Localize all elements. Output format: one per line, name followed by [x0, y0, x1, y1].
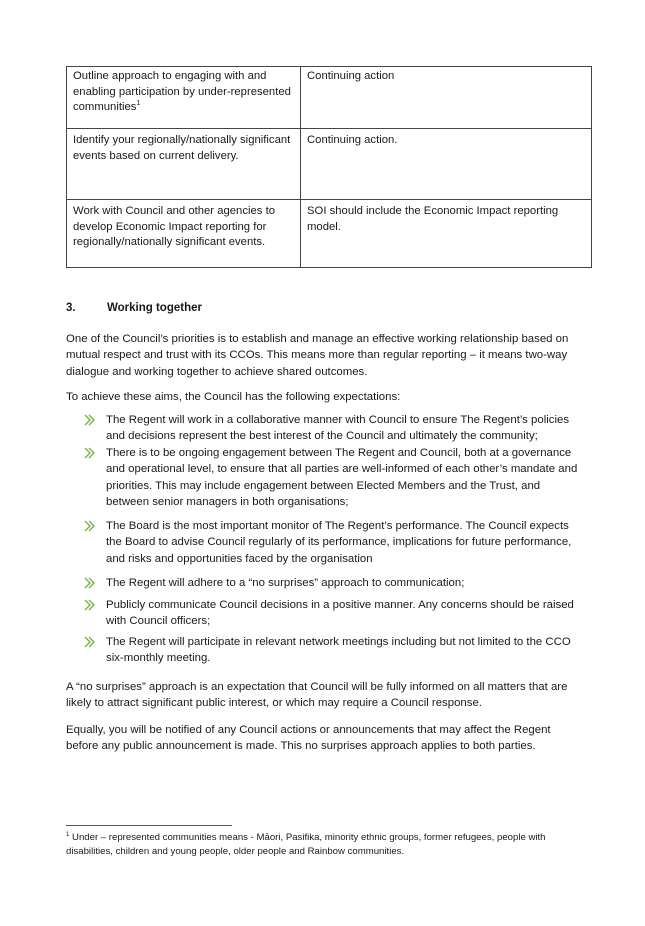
list-item	[84, 412, 586, 445]
footnote	[66, 831, 586, 859]
table-cell-action: Identify your regionally/nationally significant events based on current delivery.	[67, 129, 301, 200]
double-chevron-right-icon	[84, 520, 96, 532]
list-item-text: The Regent will work in a collaborative manner with Council to ensure The Regent’s policies and decisions represent the best interest of the Council and ultimately the community;	[106, 414, 570, 443]
no-surprises-paragraph: A “no surprises” approach is an expectation that Council will be fully informed on all matters that are likely to attract significant public interest, or which may require a Council response.	[66, 681, 568, 710]
table-cell-action: Work with Council and other agencies to develop Economic Impact reporting for regionally/nationally significant events.	[67, 200, 301, 268]
list-item	[84, 597, 586, 630]
list-item-text: The Board is the most important monitor of The Regent’s performance. The Council expects the Board to advise Council regularly of its performance, implications for future performance, and risks and opportunities faced by the organisation	[106, 520, 572, 565]
double-chevron-right-icon	[84, 599, 96, 611]
section-title: Working together	[107, 302, 202, 314]
footnote-divider	[66, 825, 232, 826]
table-cell-action	[67, 67, 301, 129]
list-item-text: Publicly communicate Council decisions in a positive manner. Any concerns should be raised with Council officers;	[106, 599, 574, 628]
section-number: 3.	[66, 302, 76, 314]
footnote-text: Under – represented communities means - Māori, Pasifika, minority ethnic groups, former refugees, people with disabilities, children and young people, older people and Rainbow communities.	[66, 832, 546, 857]
double-chevron-right-icon	[84, 447, 96, 459]
intro-paragraph: One of the Council’s priorities is to establish and manage an effective working relationship based on mutual respect and trust with its CCOs. This means more than regular reporting – it means two-way dialogue and working together to achieve shared outcomes.	[66, 333, 569, 378]
table-cell-response: Continuing action.	[301, 129, 592, 200]
table-row	[67, 67, 592, 129]
double-chevron-right-icon	[84, 577, 96, 589]
table-cell-response: SOI should include the Economic Impact reporting model.	[301, 200, 592, 268]
section-heading	[66, 302, 202, 314]
list-item-text: There is to be ongoing engagement between The Regent and Council, both at a governance and operational level, to ensure that all parties are well-informed of each other’s mandate and priorities. This may include engagement between Elected Members and the Trust, and between senior managers in both organisations;	[106, 447, 578, 509]
equally-paragraph: Equally, you will be notified of any Council actions or announcements that may affect the Regent before any public announcement is made. This no surprises approach applies to both parties.	[66, 724, 551, 753]
footnote-marker: 1	[66, 831, 70, 838]
double-chevron-right-icon	[84, 636, 96, 648]
table-row	[67, 129, 592, 200]
table-cell-response: Continuing action	[301, 67, 592, 129]
footnote-ref[interactable]: 1	[136, 100, 141, 108]
list-item-text: The Regent will adhere to a “no surprises” approach to communication;	[106, 577, 465, 589]
list-item	[84, 575, 586, 591]
actions-table	[66, 66, 592, 268]
list-item	[84, 445, 586, 511]
list-item	[84, 518, 586, 567]
table-row	[67, 200, 592, 268]
double-chevron-right-icon	[84, 414, 96, 426]
list-item	[84, 634, 586, 667]
list-item-text: The Regent will participate in relevant network meetings including but not limited to the CCO six-monthly meeting.	[106, 636, 571, 665]
cell-text: Outline approach to engaging with and enabling participation by under-represented communities	[73, 70, 291, 113]
expectations-lead: To achieve these aims, the Council has the following expectations:	[66, 391, 401, 403]
